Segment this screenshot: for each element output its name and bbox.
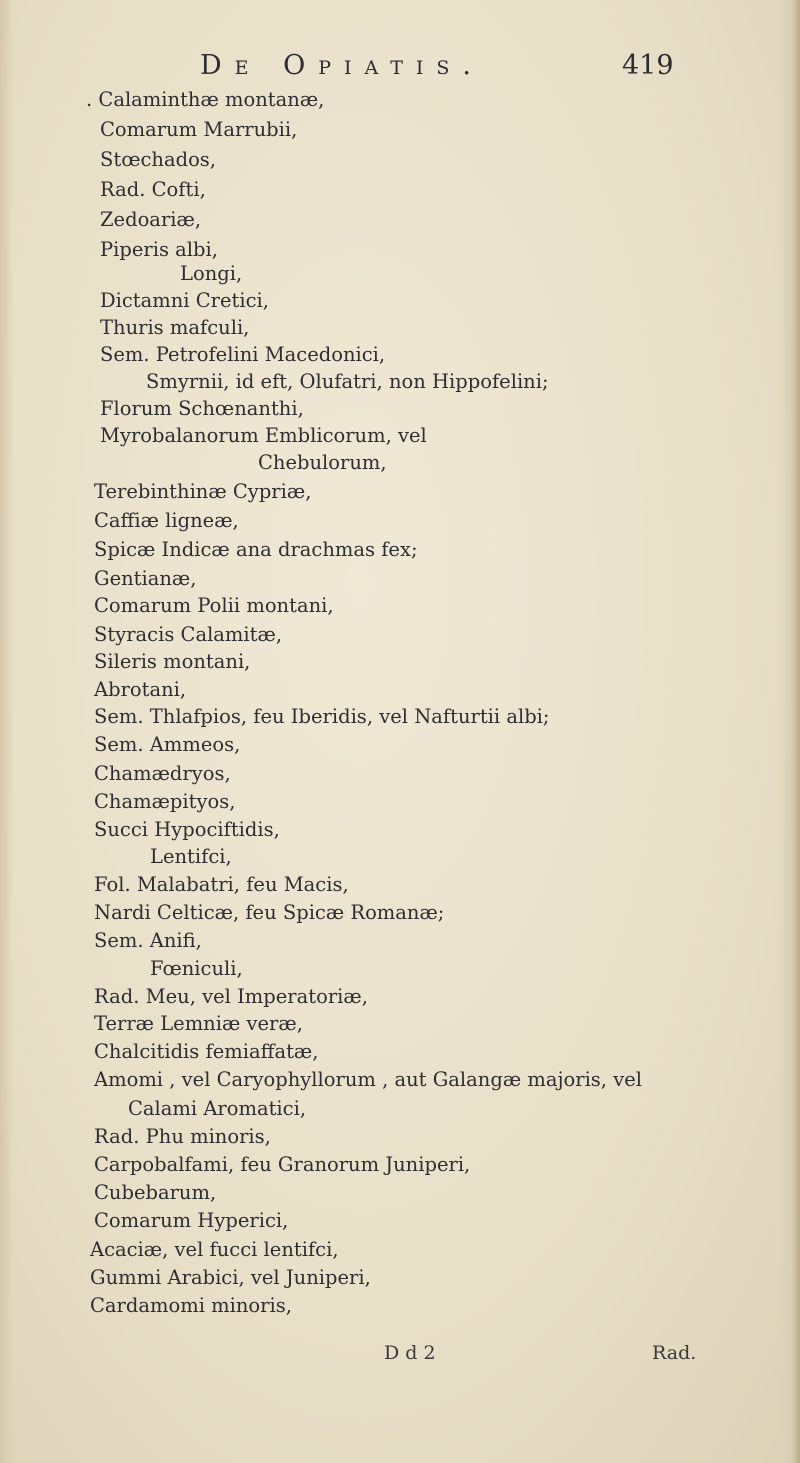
- signature-mark: D d 2: [384, 1342, 436, 1364]
- text-line: Sem. Thlafpios, feu Iberidis, vel Nafturtii albi;: [94, 705, 550, 728]
- text-line: Chamædryos,: [94, 762, 231, 785]
- text-line: Florum Schœnanthi,: [100, 397, 304, 420]
- text-line: Sileris montani,: [94, 650, 251, 673]
- text-line: Chamæpityos,: [94, 790, 236, 813]
- text-line: Rad. Phu minoris,: [94, 1125, 271, 1148]
- catchword: Rad.: [652, 1342, 697, 1364]
- text-line: Comarum Hyperici,: [94, 1209, 289, 1232]
- text-line: Calami Aromatici,: [128, 1097, 307, 1120]
- text-line: Nardi Celticæ, feu Spicæ Romanæ;: [94, 901, 445, 924]
- text-line: Lentifci,: [150, 845, 232, 868]
- text-line: Stœchados,: [100, 148, 217, 171]
- text-line: Gummi Arabici, vel Juniperi,: [90, 1266, 371, 1289]
- text-line: Chebulorum,: [258, 451, 387, 474]
- text-line: Carpobalfami, feu Granorum Juniperi,: [94, 1153, 471, 1176]
- text-line: Spicæ Indicæ ana drachmas fex;: [94, 538, 418, 561]
- text-line: Fœniculi,: [150, 957, 243, 980]
- text-line: Sem. Anifi,: [94, 929, 202, 952]
- text-line: Succi Hypociftidis,: [94, 818, 280, 841]
- text-line: Cubebarum,: [94, 1181, 217, 1204]
- text-line: Sem. Ammeos,: [94, 733, 241, 756]
- text-line: Thuris mafculi,: [100, 316, 250, 339]
- running-head: De Opiatis.: [200, 50, 484, 81]
- text-line: Caffiæ ligneæ,: [94, 509, 239, 532]
- text-line: . Calaminthæ montanæ,: [86, 88, 325, 111]
- text-line: Fol. Malabatri, feu Macis,: [94, 873, 349, 896]
- text-line: Rad. Meu, vel Imperatoriæ,: [94, 985, 368, 1008]
- text-line: Gentianæ,: [94, 567, 197, 590]
- text-line: Terræ Lemniæ veræ,: [94, 1012, 303, 1035]
- text-line: Styracis Calamitæ,: [94, 623, 283, 646]
- text-line: Comarum Marrubii,: [100, 118, 298, 141]
- text-line: Terebinthinæ Cypriæ,: [94, 480, 312, 503]
- page-number: 419: [622, 50, 674, 81]
- text-line: Rad. Cofti,: [100, 178, 206, 201]
- text-line: Chalcitidis femiaffatæ,: [94, 1040, 319, 1063]
- text-line: Piperis albi,: [100, 238, 218, 261]
- text-line: Acaciæ, vel fucci lentifci,: [90, 1238, 339, 1261]
- text-line: Comarum Polii montani,: [94, 594, 334, 617]
- text-line: Cardamomi minoris,: [90, 1294, 292, 1317]
- text-line: Zedoariæ,: [100, 208, 202, 231]
- text-line: Smyrnii, id eft, Olufatri, non Hippofelini;: [146, 370, 549, 393]
- text-line: Abrotani,: [94, 678, 187, 701]
- text-line: Sem. Petrofelini Macedonici,: [100, 343, 386, 366]
- text-line: Amomi , vel Caryophyllorum , aut Galangæ majoris, vel: [94, 1068, 642, 1091]
- text-line: Myrobalanorum Emblicorum, vel: [100, 424, 427, 447]
- text-line: Dictamni Cretici,: [100, 289, 269, 312]
- text-line: Longi,: [180, 262, 243, 285]
